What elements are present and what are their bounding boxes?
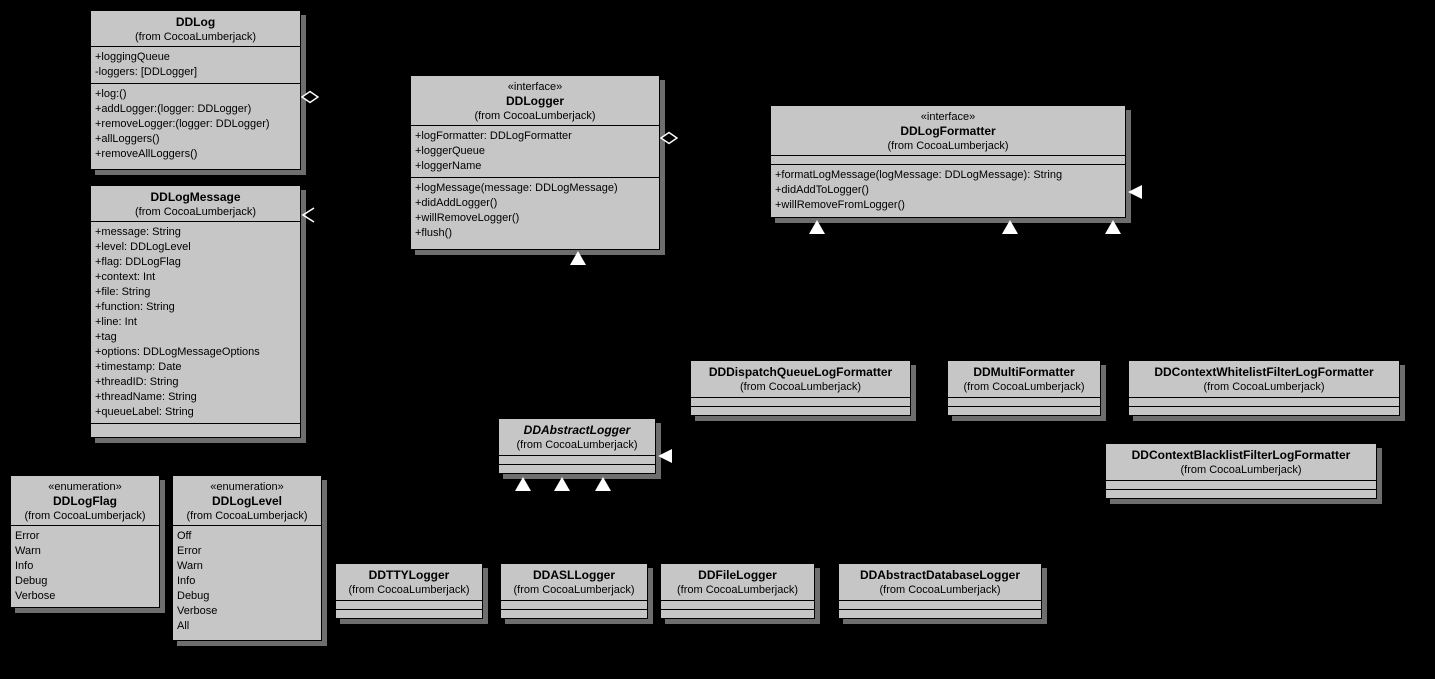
operation: +logMessage(message: DDLogMessage): [415, 182, 618, 194]
operation: +addLogger:(logger: DDLogger): [95, 103, 252, 115]
generalization-triangle-icon: [515, 477, 531, 491]
enum-literal: Error: [177, 545, 202, 557]
class-name: DDASLLogger: [533, 568, 615, 582]
attributes-compartment: [499, 455, 655, 464]
enumeration-ddloglevel[interactable]: [172, 475, 322, 641]
class-ddlogmessage[interactable]: [90, 185, 301, 438]
attributes-compartment: [336, 600, 482, 609]
operation: +didAddLogger(): [415, 197, 498, 209]
operations-compartment: [691, 406, 910, 415]
class-header: [173, 476, 321, 525]
attribute: +loggerQueue: [415, 145, 486, 157]
operations-compartment: [1129, 406, 1399, 415]
operations-compartment: [501, 609, 647, 618]
attributes-compartment: [91, 46, 300, 83]
operations-compartment: [499, 464, 655, 473]
class-package: (from CocoaLumberjack): [474, 110, 596, 122]
attributes-compartment: [1106, 480, 1376, 489]
enum-literal: Debug: [177, 590, 210, 602]
operations-compartment: [91, 423, 300, 437]
class-header: [336, 564, 482, 600]
interface-ddlogformatter[interactable]: [770, 105, 1126, 218]
association-arrow-icon: [303, 208, 314, 222]
generalization-triangle-icon: [554, 477, 570, 491]
attribute: +level: DDLogLevel: [95, 241, 191, 253]
class-package: (from CocoaLumberjack): [676, 584, 799, 596]
generalization-triangle-icon: [1128, 185, 1142, 199]
class-header: [91, 11, 300, 46]
class-name: DDMultiFormatter: [973, 365, 1075, 379]
operations-compartment: [839, 609, 1041, 618]
attributes-compartment: [839, 600, 1041, 609]
operation: +formatLogMessage(logMessage: DDLogMessage): String: [775, 169, 1063, 181]
operation: +allLoggers(): [95, 133, 160, 145]
class-ddabstractdatabaselogger[interactable]: [838, 563, 1042, 619]
enum-literal: Debug: [15, 575, 48, 587]
class-header: [771, 106, 1125, 155]
class-ddcontextblacklistfilterlogformatter[interactable]: [1105, 443, 1377, 499]
generalization-triangle-icon: [1002, 220, 1018, 234]
class-name: DDTTYLogger: [368, 568, 450, 582]
class-package: (from CocoaLumberjack): [513, 584, 635, 596]
stereotype: «enumeration»: [48, 481, 122, 493]
class-package: (from CocoaLumberjack): [879, 584, 1001, 596]
generalization-triangle-icon: [595, 477, 611, 491]
class-header: [661, 564, 814, 600]
operations-compartment: [91, 83, 300, 169]
attribute: +timestamp: Date: [95, 361, 182, 373]
attribute: +queueLabel: String: [95, 406, 194, 418]
class-header: [411, 76, 659, 125]
class-name: DDContextWhitelistFilterLogFormatter: [1154, 365, 1374, 379]
class-package: (from CocoaLumberjack): [887, 140, 1009, 152]
class-header: [839, 564, 1041, 600]
generalization-triangle-icon: [1105, 220, 1121, 234]
class-package: (from CocoaLumberjack): [1203, 381, 1325, 393]
operations-compartment: [411, 177, 659, 249]
enum-literal: Off: [177, 530, 192, 542]
enumeration-ddlogflag[interactable]: [10, 475, 160, 608]
class-header: [501, 564, 647, 600]
class-header: [91, 186, 300, 221]
attributes-compartment: [948, 397, 1100, 406]
operation: +flush(): [415, 227, 452, 239]
aggregation-diamond-icon: [302, 92, 318, 103]
class-ddlog[interactable]: [90, 10, 301, 170]
attribute: +options: DDLogMessageOptions: [95, 346, 260, 358]
attributes-compartment: [91, 221, 300, 423]
attribute: +message: String: [95, 226, 181, 238]
class-ddasllogger[interactable]: [500, 563, 648, 619]
operations-compartment: [948, 406, 1100, 415]
class-package: (from CocoaLumberjack): [24, 510, 146, 522]
class-package: (from CocoaLumberjack): [134, 31, 257, 43]
stereotype: «interface»: [507, 81, 563, 93]
class-ddcontextwhitelistfilterlogformatter[interactable]: [1128, 360, 1400, 416]
operations-compartment: [771, 164, 1125, 217]
attribute: +flag: DDLogFlag: [95, 256, 181, 268]
class-package: (from CocoaLumberjack): [348, 584, 470, 596]
class-package: (from CocoaLumberjack): [186, 510, 308, 522]
operation: +removeLogger:(logger: DDLogger): [95, 118, 270, 130]
class-package: (from CocoaLumberjack): [1180, 464, 1302, 476]
operation: +didAddToLogger(): [775, 184, 869, 196]
attributes-compartment: [501, 600, 647, 609]
enum-literal: Warn: [15, 545, 41, 557]
aggregation-diamond-icon: [661, 133, 677, 144]
operation: +log:(): [95, 88, 127, 100]
attribute: +loggingQueue: [95, 51, 170, 63]
class-package: (from CocoaLumberjack): [963, 381, 1085, 393]
interface-ddlogger[interactable]: [410, 75, 660, 250]
class-header: [499, 419, 655, 455]
literals-compartment: [11, 525, 159, 607]
class-header: [691, 361, 910, 397]
attribute: -loggers: [DDLogger]: [95, 66, 198, 78]
enum-literal: Info: [15, 560, 34, 572]
class-ddfilelogger[interactable]: [660, 563, 815, 619]
attributes-compartment: [771, 155, 1125, 164]
class-name: DDDispatchQueueLogFormatter: [708, 365, 893, 379]
enum-literal: Verbose: [15, 590, 56, 602]
operation: +willRemoveFromLogger(): [775, 199, 905, 211]
class-name: DDContextBlacklistFilterLogFormatter: [1131, 448, 1351, 462]
class-name: DDLogFlag: [53, 494, 117, 508]
class-name: DDLogger: [506, 94, 564, 108]
stereotype: «enumeration»: [210, 481, 284, 493]
attribute: +context: Int: [95, 271, 156, 283]
class-header: [11, 476, 159, 525]
class-name: DDLogLevel: [211, 494, 282, 508]
attributes-compartment: [1129, 397, 1399, 406]
class-ddmultiformatter[interactable]: [947, 360, 1101, 416]
attributes-compartment: [661, 600, 814, 609]
class-header: [948, 361, 1100, 397]
generalization-triangle-icon: [570, 251, 586, 265]
attribute: +tag: [95, 331, 117, 343]
class-package: (from CocoaLumberjack): [134, 206, 257, 218]
enum-literal: All: [177, 620, 190, 632]
class-name: DDFileLogger: [698, 568, 777, 582]
attributes-compartment: [411, 125, 659, 177]
class-name: DDAbstractLogger: [523, 423, 631, 437]
class-name: DDLog: [175, 15, 216, 29]
operation: +removeAllLoggers(): [95, 148, 198, 160]
enum-literal: Info: [177, 575, 196, 587]
literals-compartment: [173, 525, 321, 640]
class-ddabstractlogger[interactable]: [498, 418, 656, 474]
operations-compartment: [336, 609, 482, 618]
stereotype: «interface»: [920, 111, 976, 123]
operation: +willRemoveLogger(): [415, 212, 520, 224]
enum-literal: Error: [15, 530, 40, 542]
class-package: (from CocoaLumberjack): [516, 439, 638, 451]
attribute: +function: String: [95, 301, 175, 313]
operations-compartment: [661, 609, 814, 618]
attribute: +threadName: String: [95, 391, 197, 403]
class-name: DDLogMessage: [150, 190, 241, 204]
attribute: +loggerName: [415, 160, 482, 172]
attribute: +line: Int: [95, 316, 137, 328]
generalization-triangle-icon: [658, 449, 672, 463]
generalization-triangle-icon: [809, 220, 825, 234]
class-header: [1129, 361, 1399, 397]
class-dddispatchqueuelogformatter[interactable]: [690, 360, 911, 416]
class-ddttylogger[interactable]: [335, 563, 483, 619]
attribute: +threadID: String: [95, 376, 179, 388]
class-name: DDLogFormatter: [900, 124, 996, 138]
class-header: [1106, 444, 1376, 480]
enum-literal: Warn: [177, 560, 203, 572]
attribute: +logFormatter: DDLogFormatter: [415, 130, 572, 142]
enum-literal: Verbose: [177, 605, 218, 617]
operations-compartment: [1106, 489, 1376, 498]
class-package: (from CocoaLumberjack): [739, 381, 862, 393]
attributes-compartment: [691, 397, 910, 406]
attribute: +file: String: [95, 286, 151, 298]
class-name: DDAbstractDatabaseLogger: [859, 568, 1021, 582]
